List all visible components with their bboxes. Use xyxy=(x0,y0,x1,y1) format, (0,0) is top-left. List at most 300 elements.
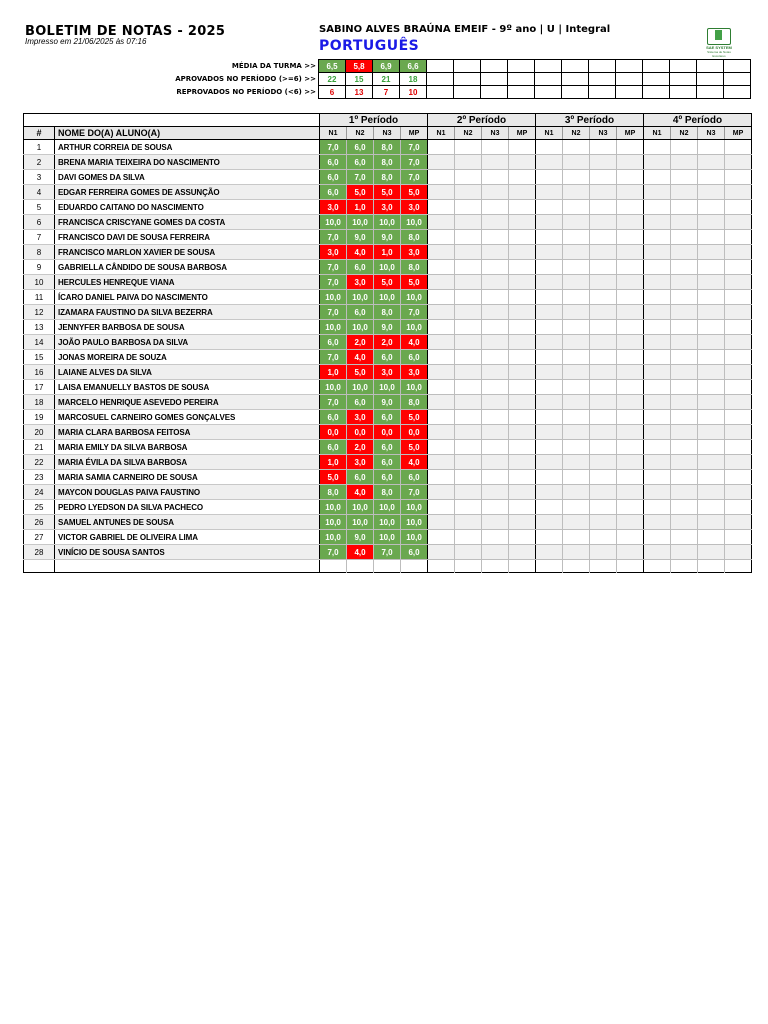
stats-empty-cell xyxy=(589,73,616,86)
empty-grade-cell xyxy=(563,185,590,200)
empty-grade-cell xyxy=(671,170,698,185)
empty-grade-cell xyxy=(482,425,509,440)
grade-cell: 9,0 xyxy=(374,320,401,335)
blank-cell xyxy=(698,560,725,573)
approved-row xyxy=(0,73,751,86)
stats-empty-cell xyxy=(535,86,562,99)
student-number: 2 xyxy=(24,155,55,170)
student-name: MARIA ÉVILA DA SILVA BARBOSA xyxy=(55,455,320,470)
empty-grade-cell xyxy=(698,455,725,470)
empty-grade-cell xyxy=(590,230,617,245)
empty-grade-cell xyxy=(428,380,455,395)
empty-grade-cell xyxy=(536,350,563,365)
grade-column-header: N3 xyxy=(482,127,509,140)
empty-grade-cell xyxy=(698,200,725,215)
empty-grade-cell xyxy=(482,140,509,155)
empty-grade-cell xyxy=(536,170,563,185)
empty-grade-cell xyxy=(482,395,509,410)
student-row xyxy=(24,485,752,500)
stats-value: 13 xyxy=(346,86,373,99)
grade-cell: 7,0 xyxy=(320,395,347,410)
empty-grade-cell xyxy=(428,440,455,455)
empty-grade-cell xyxy=(536,155,563,170)
empty-grade-cell xyxy=(644,290,671,305)
empty-grade-cell xyxy=(482,515,509,530)
empty-grade-cell xyxy=(563,455,590,470)
blank-cell xyxy=(482,560,509,573)
student-number: 13 xyxy=(24,320,55,335)
empty-grade-cell xyxy=(563,245,590,260)
empty-grade-cell xyxy=(455,350,482,365)
grade-cell: 6,0 xyxy=(374,455,401,470)
empty-grade-cell xyxy=(428,365,455,380)
empty-grade-cell xyxy=(617,230,644,245)
blank-row xyxy=(24,560,752,573)
grade-cell: 8,0 xyxy=(374,155,401,170)
empty-grade-cell xyxy=(509,365,536,380)
empty-grade-cell xyxy=(509,410,536,425)
empty-grade-cell xyxy=(563,335,590,350)
grade-cell: 10,0 xyxy=(320,515,347,530)
empty-grade-cell xyxy=(644,260,671,275)
empty-grade-cell xyxy=(428,260,455,275)
empty-grade-cell xyxy=(482,245,509,260)
empty-grade-cell xyxy=(482,365,509,380)
grade-cell: 6,0 xyxy=(347,305,374,320)
empty-grade-cell xyxy=(509,545,536,560)
blank-cell xyxy=(725,560,752,573)
stats-value: 10 xyxy=(400,86,427,99)
grade-cell: 9,0 xyxy=(374,230,401,245)
grade-cell: 10,0 xyxy=(320,530,347,545)
empty-grade-cell xyxy=(671,530,698,545)
empty-grade-cell xyxy=(482,350,509,365)
empty-grade-cell xyxy=(698,440,725,455)
grade-cell: 1,0 xyxy=(374,245,401,260)
blank-cell xyxy=(455,560,482,573)
empty-grade-cell xyxy=(725,140,752,155)
grade-cell: 7,0 xyxy=(320,230,347,245)
stats-empty-cell xyxy=(427,73,454,86)
empty-grade-cell xyxy=(563,320,590,335)
empty-grade-cell xyxy=(482,440,509,455)
grade-cell: 6,0 xyxy=(320,185,347,200)
student-name: LAISA EMANUELLY BASTOS DE SOUSA xyxy=(55,380,320,395)
empty-grade-cell xyxy=(563,470,590,485)
grade-cell: 7,0 xyxy=(374,545,401,560)
blank-cell xyxy=(563,560,590,573)
empty-grade-cell xyxy=(617,455,644,470)
empty-grade-cell xyxy=(617,185,644,200)
empty-grade-cell xyxy=(698,365,725,380)
blank-cell xyxy=(55,560,320,573)
stats-empty-cell xyxy=(481,60,508,73)
grade-cell: 10,0 xyxy=(320,290,347,305)
empty-grade-cell xyxy=(725,200,752,215)
stats-empty-cell xyxy=(535,60,562,73)
empty-grade-cell xyxy=(644,365,671,380)
empty-grade-cell xyxy=(482,470,509,485)
empty-grade-cell xyxy=(671,230,698,245)
empty-grade-cell xyxy=(590,290,617,305)
grade-cell: 6,0 xyxy=(320,155,347,170)
empty-grade-cell xyxy=(455,365,482,380)
grade-cell: 0,0 xyxy=(401,425,428,440)
empty-grade-cell xyxy=(725,350,752,365)
empty-grade-cell xyxy=(482,305,509,320)
empty-grade-cell xyxy=(698,290,725,305)
grade-cell: 8,0 xyxy=(320,485,347,500)
empty-grade-cell xyxy=(482,230,509,245)
grade-cell: 7,0 xyxy=(320,545,347,560)
empty-grade-cell xyxy=(428,485,455,500)
empty-grade-cell xyxy=(455,500,482,515)
period-header: 3º Período xyxy=(536,114,644,127)
student-number: 24 xyxy=(24,485,55,500)
grade-cell: 5,0 xyxy=(401,440,428,455)
student-number: 1 xyxy=(24,140,55,155)
empty-grade-cell xyxy=(563,410,590,425)
empty-grade-cell xyxy=(671,380,698,395)
empty-grade-cell xyxy=(509,530,536,545)
empty-grade-cell xyxy=(482,455,509,470)
grade-cell: 10,0 xyxy=(401,515,428,530)
student-name: MARIA SAMIA CARNEIRO DE SOUSA xyxy=(55,470,320,485)
empty-grade-cell xyxy=(590,530,617,545)
empty-grade-cell xyxy=(563,260,590,275)
empty-grade-cell xyxy=(698,140,725,155)
empty-grade-cell xyxy=(644,410,671,425)
empty-grade-cell xyxy=(590,470,617,485)
empty-grade-cell xyxy=(617,515,644,530)
empty-grade-cell xyxy=(563,305,590,320)
grade-cell: 6,0 xyxy=(347,470,374,485)
failed-row xyxy=(0,86,751,99)
empty-grade-cell xyxy=(428,140,455,155)
student-row xyxy=(24,380,752,395)
name-header: NOME DO(A) ALUNO(A) xyxy=(55,127,320,140)
empty-grade-cell xyxy=(698,260,725,275)
empty-grade-cell xyxy=(725,290,752,305)
number-header: # xyxy=(24,127,55,140)
student-number: 5 xyxy=(24,200,55,215)
grade-cell: 1,0 xyxy=(347,200,374,215)
empty-grade-cell xyxy=(725,395,752,410)
empty-grade-cell xyxy=(455,170,482,185)
empty-grade-cell xyxy=(536,530,563,545)
empty-grade-cell xyxy=(644,395,671,410)
empty-grade-cell xyxy=(563,500,590,515)
empty-grade-cell xyxy=(671,200,698,215)
empty-grade-cell xyxy=(428,530,455,545)
student-name: JENNYFER BARBOSA DE SOUSA xyxy=(55,320,320,335)
empty-grade-cell xyxy=(509,320,536,335)
empty-grade-cell xyxy=(671,320,698,335)
student-name: MAYCON DOUGLAS PAIVA FAUSTINO xyxy=(55,485,320,500)
empty-grade-cell xyxy=(536,365,563,380)
empty-grade-cell xyxy=(455,245,482,260)
empty-grade-cell xyxy=(725,305,752,320)
stats-empty-cell xyxy=(697,73,724,86)
header-blank xyxy=(24,114,320,127)
empty-grade-cell xyxy=(698,410,725,425)
empty-grade-cell xyxy=(590,485,617,500)
empty-grade-cell xyxy=(671,350,698,365)
empty-grade-cell xyxy=(536,380,563,395)
empty-grade-cell xyxy=(671,245,698,260)
student-row xyxy=(24,470,752,485)
empty-grade-cell xyxy=(536,425,563,440)
stats-empty-cell xyxy=(427,60,454,73)
grade-cell: 0,0 xyxy=(320,425,347,440)
stats-empty-cell xyxy=(454,86,481,99)
empty-grade-cell xyxy=(725,365,752,380)
empty-grade-cell xyxy=(671,275,698,290)
empty-grade-cell xyxy=(617,170,644,185)
student-row xyxy=(24,290,752,305)
empty-grade-cell xyxy=(563,425,590,440)
empty-grade-cell xyxy=(482,320,509,335)
empty-grade-cell xyxy=(671,365,698,380)
grade-cell: 6,0 xyxy=(401,470,428,485)
grade-cell: 5,0 xyxy=(401,410,428,425)
empty-grade-cell xyxy=(509,380,536,395)
empty-grade-cell xyxy=(617,395,644,410)
grade-cell: 2,0 xyxy=(347,335,374,350)
empty-grade-cell xyxy=(698,350,725,365)
empty-grade-cell xyxy=(455,200,482,215)
empty-grade-cell xyxy=(428,395,455,410)
empty-grade-cell xyxy=(725,170,752,185)
stats-value: 5,8 xyxy=(346,60,373,73)
empty-grade-cell xyxy=(698,395,725,410)
student-row xyxy=(24,320,752,335)
grade-column-header: N3 xyxy=(374,127,401,140)
empty-grade-cell xyxy=(509,440,536,455)
student-row xyxy=(24,245,752,260)
grade-cell: 6,0 xyxy=(320,170,347,185)
grade-cell: 9,0 xyxy=(347,230,374,245)
student-name: MARCOSUEL CARNEIRO GOMES GONÇALVES xyxy=(55,410,320,425)
empty-grade-cell xyxy=(428,335,455,350)
empty-grade-cell xyxy=(563,350,590,365)
period-header: 2º Período xyxy=(428,114,536,127)
empty-grade-cell xyxy=(725,455,752,470)
stats-empty-cell xyxy=(481,86,508,99)
grade-cell: 2,0 xyxy=(347,440,374,455)
empty-grade-cell xyxy=(617,545,644,560)
grade-cell: 1,0 xyxy=(320,455,347,470)
empty-grade-cell xyxy=(617,350,644,365)
empty-grade-cell xyxy=(563,215,590,230)
empty-grade-cell xyxy=(428,545,455,560)
student-row xyxy=(24,395,752,410)
empty-grade-cell xyxy=(671,470,698,485)
grade-cell: 10,0 xyxy=(401,320,428,335)
student-number: 15 xyxy=(24,350,55,365)
printed-timestamp: Impresso em 21/06/2025 às 07:16 xyxy=(25,37,147,46)
stats-label: MÉDIA DA TURMA >> xyxy=(231,62,316,70)
grade-cell: 0,0 xyxy=(374,425,401,440)
empty-grade-cell xyxy=(617,305,644,320)
empty-grade-cell xyxy=(644,440,671,455)
empty-grade-cell xyxy=(428,455,455,470)
empty-grade-cell xyxy=(509,395,536,410)
stats-value: 21 xyxy=(373,73,400,86)
empty-grade-cell xyxy=(671,335,698,350)
stats-empty-cell xyxy=(508,73,535,86)
grade-cell: 7,0 xyxy=(401,170,428,185)
empty-grade-cell xyxy=(428,470,455,485)
student-name: MARIA EMILY DA SILVA BARBOSA xyxy=(55,440,320,455)
empty-grade-cell xyxy=(590,185,617,200)
empty-grade-cell xyxy=(536,275,563,290)
blank-cell xyxy=(401,560,428,573)
empty-grade-cell xyxy=(617,380,644,395)
empty-grade-cell xyxy=(455,140,482,155)
empty-grade-cell xyxy=(644,320,671,335)
empty-grade-cell xyxy=(536,260,563,275)
empty-grade-cell xyxy=(698,320,725,335)
student-number: 18 xyxy=(24,395,55,410)
empty-grade-cell xyxy=(644,530,671,545)
empty-grade-cell xyxy=(563,170,590,185)
empty-grade-cell xyxy=(671,290,698,305)
student-number: 9 xyxy=(24,260,55,275)
empty-grade-cell xyxy=(536,185,563,200)
empty-grade-cell xyxy=(509,245,536,260)
subject-title: PORTUGUÊS xyxy=(319,38,420,54)
empty-grade-cell xyxy=(671,425,698,440)
empty-grade-cell xyxy=(563,275,590,290)
blank-cell xyxy=(644,560,671,573)
empty-grade-cell xyxy=(563,290,590,305)
student-name: EDUARDO CAITANO DO NASCIMENTO xyxy=(55,200,320,215)
empty-grade-cell xyxy=(590,380,617,395)
empty-grade-cell xyxy=(536,200,563,215)
spreadsheet-icon xyxy=(715,30,722,40)
grade-cell: 10,0 xyxy=(320,500,347,515)
empty-grade-cell xyxy=(725,500,752,515)
blank-cell xyxy=(428,560,455,573)
blank-cell xyxy=(509,560,536,573)
empty-grade-cell xyxy=(725,275,752,290)
grade-cell: 9,0 xyxy=(374,395,401,410)
empty-grade-cell xyxy=(455,230,482,245)
student-name: SAMUEL ANTUNES DE SOUSA xyxy=(55,515,320,530)
student-number: 8 xyxy=(24,245,55,260)
report-title: BOLETIM DE NOTAS - 2025 xyxy=(25,24,226,39)
empty-grade-cell xyxy=(428,215,455,230)
empty-grade-cell xyxy=(725,155,752,170)
student-name: DAVI GOMES DA SILVA xyxy=(55,170,320,185)
empty-grade-cell xyxy=(455,530,482,545)
empty-grade-cell xyxy=(698,425,725,440)
empty-grade-cell xyxy=(455,395,482,410)
grade-cell: 3,0 xyxy=(401,365,428,380)
grade-cell: 7,0 xyxy=(320,350,347,365)
empty-grade-cell xyxy=(617,425,644,440)
empty-grade-cell xyxy=(509,140,536,155)
empty-grade-cell xyxy=(455,335,482,350)
student-number: 28 xyxy=(24,545,55,560)
empty-grade-cell xyxy=(590,245,617,260)
grade-cell: 10,0 xyxy=(320,215,347,230)
stats-empty-cell xyxy=(643,86,670,99)
empty-grade-cell xyxy=(698,470,725,485)
grade-cell: 6,0 xyxy=(347,140,374,155)
grade-cell: 6,0 xyxy=(374,470,401,485)
empty-grade-cell xyxy=(482,170,509,185)
empty-grade-cell xyxy=(428,515,455,530)
blank-cell xyxy=(347,560,374,573)
grade-cell: 10,0 xyxy=(347,515,374,530)
empty-grade-cell xyxy=(644,245,671,260)
school-info: SABINO ALVES BRAÚNA EMEIF - 9º ano | U | Integral xyxy=(319,24,611,35)
empty-grade-cell xyxy=(509,275,536,290)
empty-grade-cell xyxy=(482,530,509,545)
empty-grade-cell xyxy=(590,260,617,275)
empty-grade-cell xyxy=(617,260,644,275)
grade-column-header: N2 xyxy=(671,127,698,140)
empty-grade-cell xyxy=(725,215,752,230)
empty-grade-cell xyxy=(644,185,671,200)
empty-grade-cell xyxy=(509,350,536,365)
empty-grade-cell xyxy=(509,290,536,305)
stats-value: 6 xyxy=(319,86,346,99)
empty-grade-cell xyxy=(617,500,644,515)
empty-grade-cell xyxy=(698,230,725,245)
period-header: 1º Período xyxy=(320,114,428,127)
empty-grade-cell xyxy=(509,230,536,245)
empty-grade-cell xyxy=(563,140,590,155)
empty-grade-cell xyxy=(617,440,644,455)
empty-grade-cell xyxy=(671,155,698,170)
empty-grade-cell xyxy=(698,515,725,530)
empty-grade-cell xyxy=(455,455,482,470)
empty-grade-cell xyxy=(644,350,671,365)
stats-empty-cell xyxy=(670,60,697,73)
grade-cell: 3,0 xyxy=(401,200,428,215)
student-row xyxy=(24,455,752,470)
empty-grade-cell xyxy=(725,530,752,545)
empty-grade-cell xyxy=(428,155,455,170)
empty-grade-cell xyxy=(725,260,752,275)
student-number: 16 xyxy=(24,365,55,380)
student-row xyxy=(24,350,752,365)
student-name: GABRIELLA CÂNDIDO DE SOUSA BARBOSA xyxy=(55,260,320,275)
grade-cell: 6,0 xyxy=(374,350,401,365)
grade-cell: 9,0 xyxy=(347,530,374,545)
grade-column-header: N2 xyxy=(347,127,374,140)
grade-cell: 7,0 xyxy=(401,155,428,170)
empty-grade-cell xyxy=(590,305,617,320)
empty-grade-cell xyxy=(590,155,617,170)
grade-cell: 10,0 xyxy=(401,290,428,305)
empty-grade-cell xyxy=(455,515,482,530)
student-name: VICTOR GABRIEL DE OLIVEIRA LIMA xyxy=(55,530,320,545)
stats-empty-cell xyxy=(670,73,697,86)
empty-grade-cell xyxy=(590,440,617,455)
student-number: 14 xyxy=(24,335,55,350)
empty-grade-cell xyxy=(428,200,455,215)
student-number: 22 xyxy=(24,455,55,470)
empty-grade-cell xyxy=(590,395,617,410)
column-header-row xyxy=(24,127,752,140)
student-name: JOÃO PAULO BARBOSA DA SILVA xyxy=(55,335,320,350)
grade-cell: 10,0 xyxy=(401,215,428,230)
grade-column-header: N2 xyxy=(455,127,482,140)
